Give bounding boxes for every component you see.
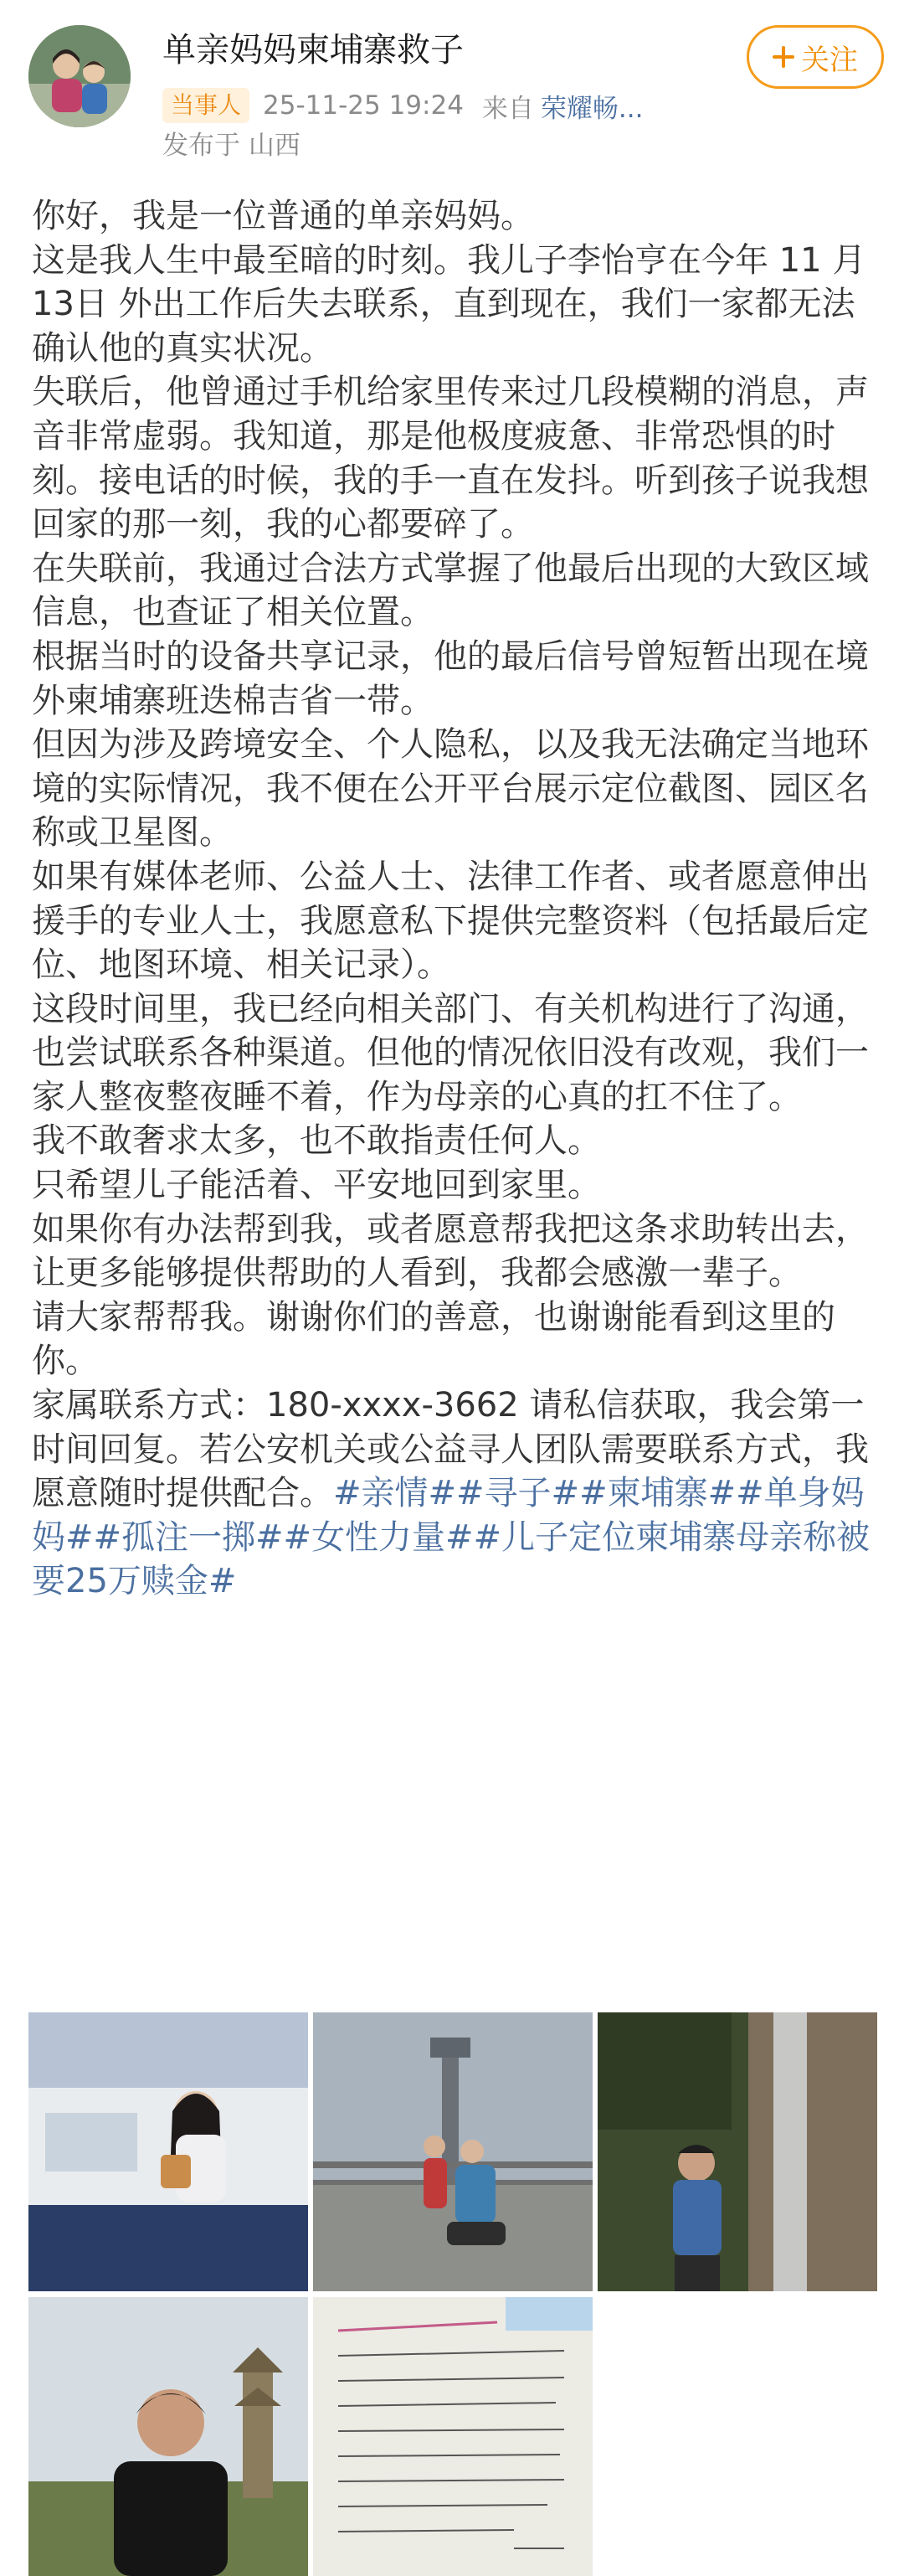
device-name[interactable]: 荣耀畅... [540,93,644,124]
gallery-image-1[interactable] [28,2012,308,2291]
post-paragraph: 你好，我是一位普通的单亲妈妈。 [32,197,534,235]
user-name[interactable]: 单亲妈妈柬埔寨救子 [162,31,464,70]
post-paragraph: 请大家帮帮我。谢谢你们的善意，也谢谢能看到这里的你。 [32,1297,835,1381]
source-prefix: 来自 [481,93,534,124]
post-body [32,194,879,1604]
post-paragraph: 只希望儿子能活着、平安地回到家里。 [32,1166,601,1205]
follow-button[interactable] [747,25,884,89]
photo-boy-at-waterfall [598,2012,877,2291]
post-paragraph: 我不敢奢求太多，也不敢指责任何人。 [32,1121,601,1161]
hashtag-link[interactable]: #儿子定位柬埔寨母亲称被要25万赎金# [32,1517,871,1601]
post-paragraph: 这段时间里，我已经向相关部门、有关机构进行了沟通，也尝试联系各种渠道。但他的情况依旧没有改观，我们一家人整夜整夜睡不着，作为母亲的心真的扛不住了。 [32,989,869,1116]
gallery-image-3[interactable] [598,2012,877,2291]
post-paragraph: 这是我人生中最至暗的时刻。我儿子李怡亨在今年 11 月 13日 外出工作后失去联系，直到现在，我们一家都无法确认他的真实状况。 [32,240,866,368]
photo-handwritten-letter [313,2297,593,2576]
photo-mother-and-child [313,2012,593,2291]
post-timestamp: 25-11-25 19:24 [263,90,464,121]
contact-text: 家属联系方式：180-xxxx-3662 请私信获取，我会第一时间回复。若公安机关或公益寻人团队需要联系方式，我愿意随时提供配合。 [32,1386,869,1513]
gallery-image-2[interactable] [313,2012,593,2291]
post-location: 发布于 山西 [162,131,300,161]
photo-young-man-pagoda [28,2297,308,2576]
plus-icon [773,46,794,68]
gallery-image-4[interactable] [28,2297,308,2576]
hashtag-link[interactable]: #单身妈妈# [32,1474,865,1557]
post-paragraph: 但因为涉及跨境安全、个人隐私，以及我无法确定当地环境的实际情况，我不便在公开平台展示定位截图、园区名称或卫星图。 [32,725,869,853]
hashtag-link[interactable]: #亲情# [333,1474,457,1513]
hashtag-link[interactable]: #女性力量# [283,1517,474,1557]
gallery-image-5[interactable] [313,2297,593,2576]
post-paragraph: 如果有媒体老师、公益人士、法律工作者、或者愿意伸出援手的专业人士，我愿意私下提供完整资料（包括最后定位、地图环境、相关记录）。 [32,857,869,985]
follow-button-label: 关注 [801,43,858,77]
avatar-photo [28,25,131,127]
party-badge: 当事人 [162,88,249,123]
hashtag-link[interactable]: #柬埔寨# [579,1474,737,1513]
post-paragraph: 在失联前，我通过合法方式掌握了他最后出现的大致区域信息，也查证了相关位置。 [32,549,869,632]
post-paragraph: 根据当时的设备共享记录，他的最后信号曾短暂出现在境外柬埔寨班迭棉吉省一带。 [32,636,869,720]
avatar[interactable] [28,25,131,127]
hashtag-link[interactable]: #寻子# [456,1474,580,1513]
post-header [0,0,904,184]
image-gallery [28,2012,877,2570]
post-paragraph: 失联后，他曾通过手机给家里传来过几段模糊的消息，声音非常虚弱。我知道，那是他极度疲惫、非常恐惧的时刻。接电话的时候，我的手一直在发抖。听到孩子说我想回家的那一刻，我的心都要碎了。 [32,373,869,544]
post-meta [162,87,643,124]
photo-girl-on-boat [28,2012,308,2291]
post-paragraph: 如果你有办法帮到我，或者愿意帮我把这条求助转出去，让更多能够提供帮助的人看到，我都会感激一辈子。 [32,1209,869,1293]
contact-paragraph [32,1383,879,1604]
hashtag-link[interactable]: #孤注一掷# [93,1517,284,1557]
